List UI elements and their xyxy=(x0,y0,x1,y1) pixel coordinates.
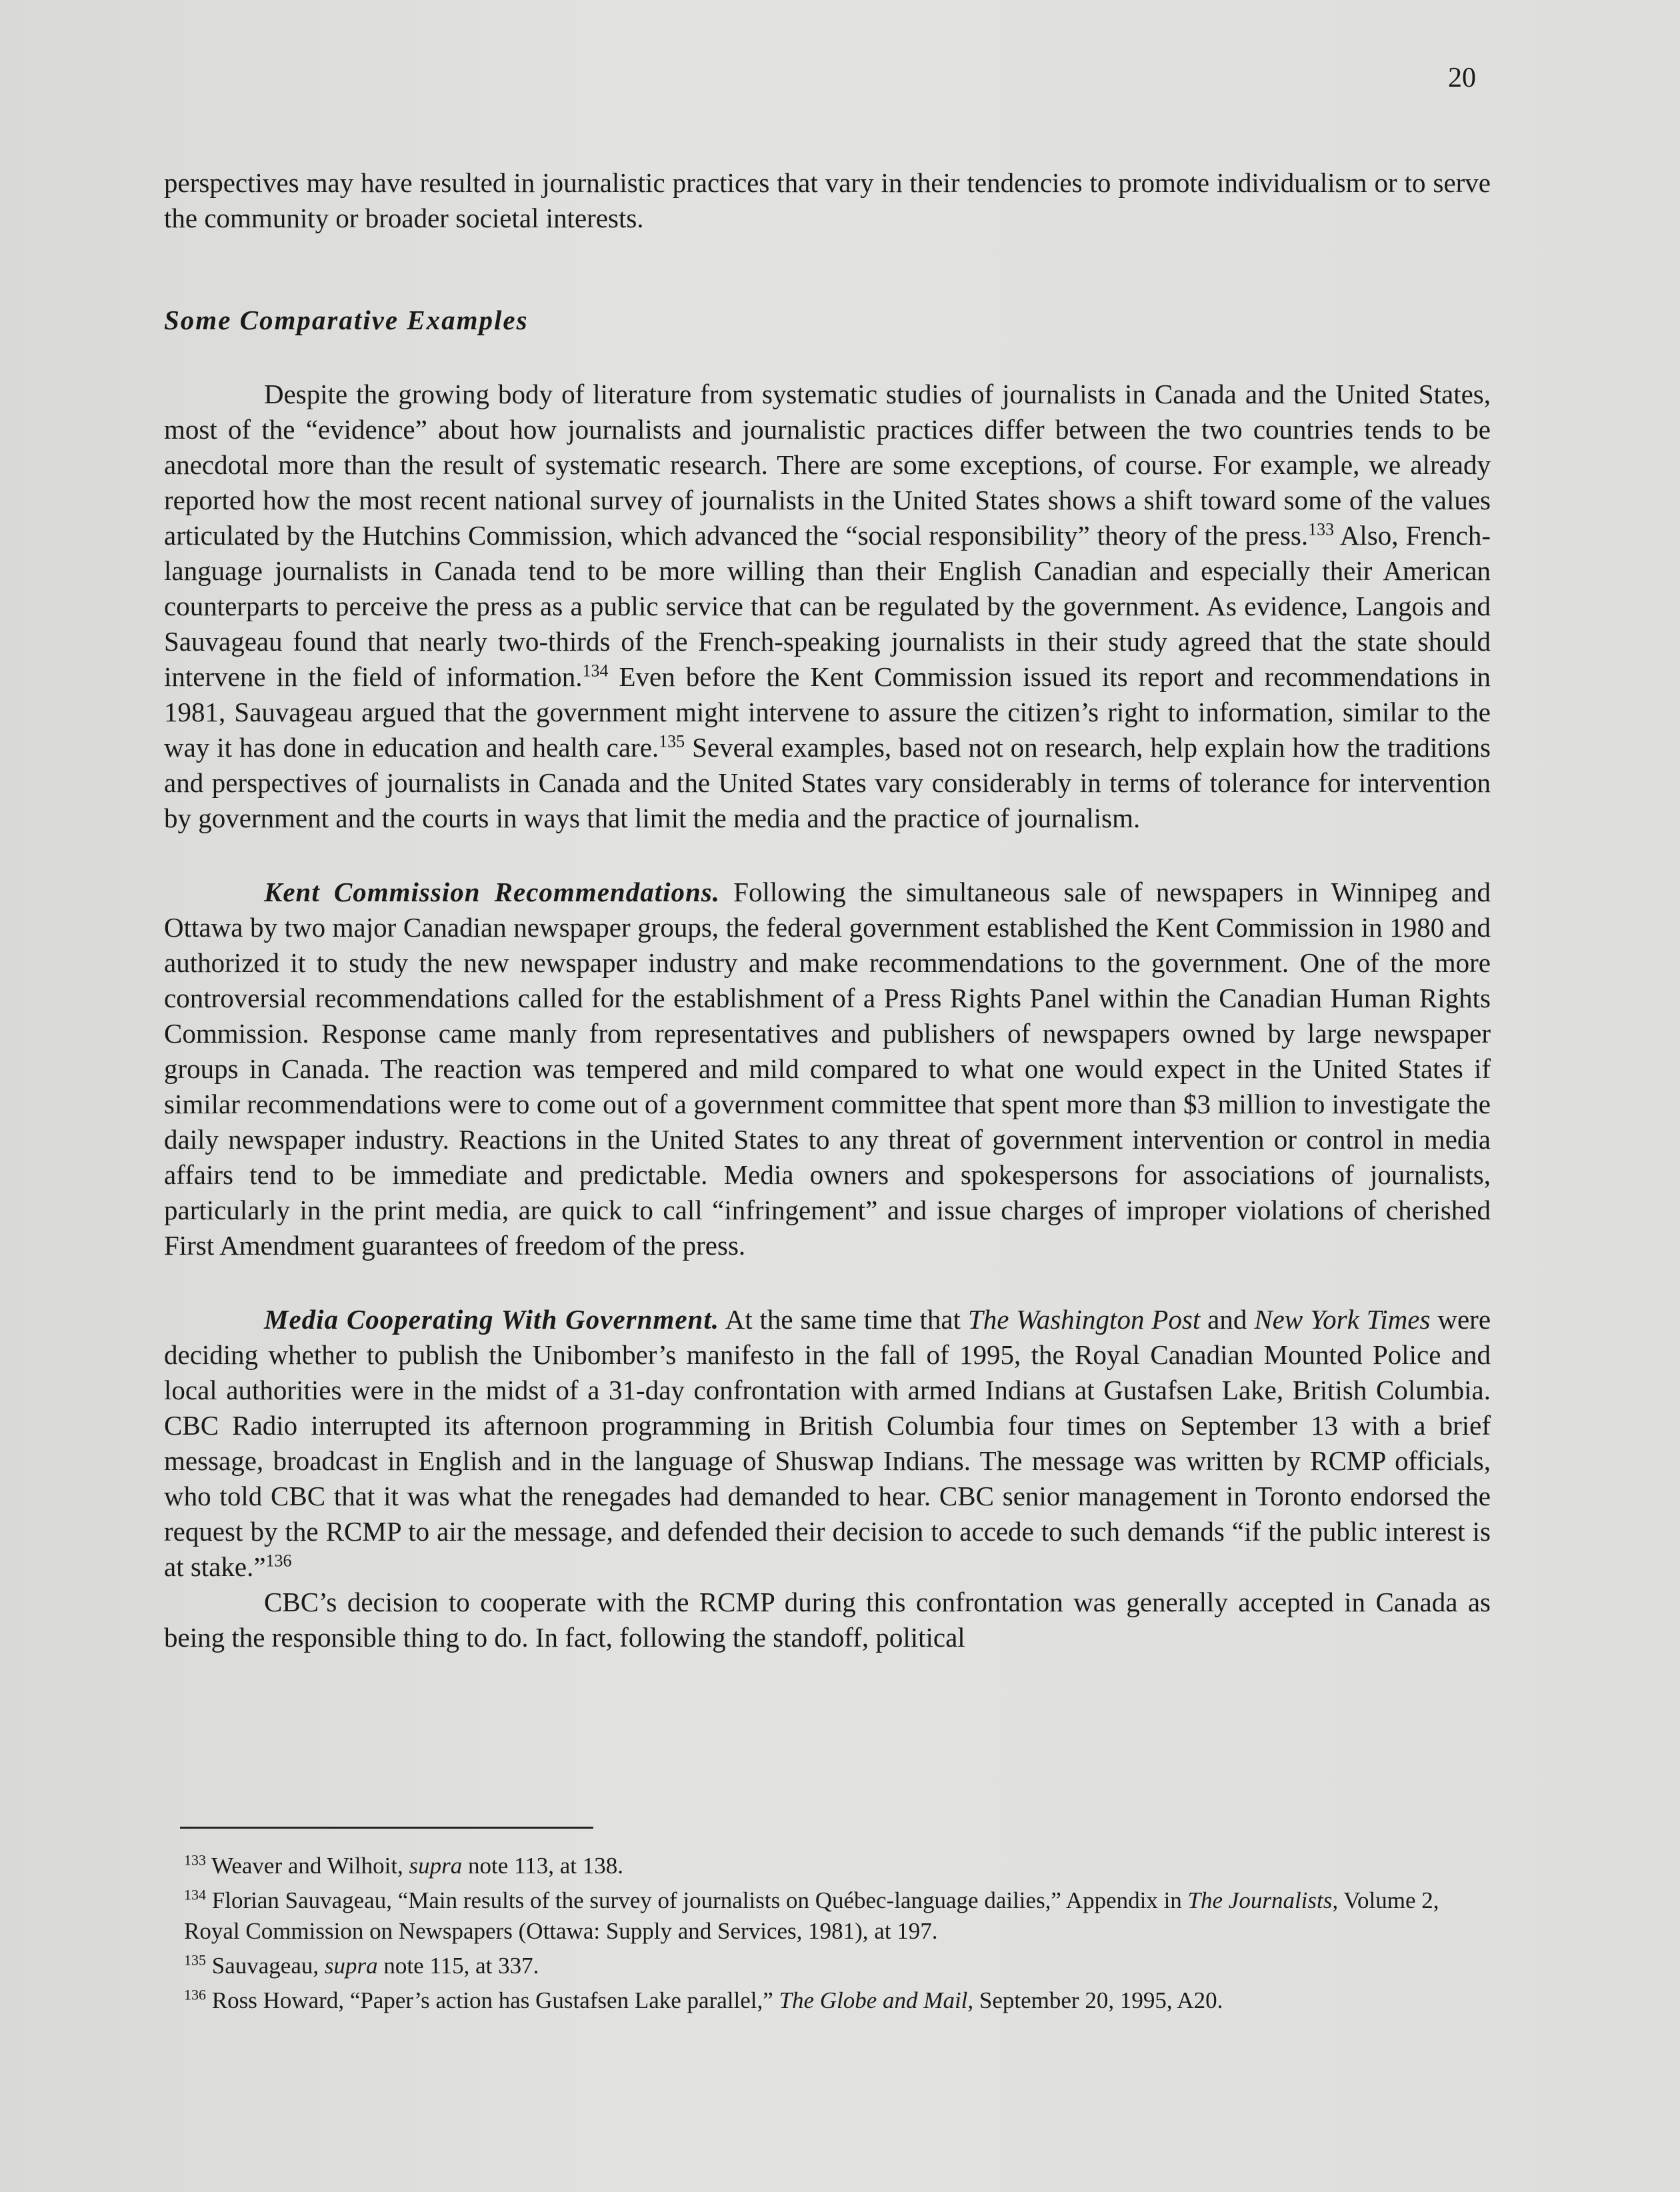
paragraph-despite xyxy=(164,377,1491,836)
footnote-number: 135 xyxy=(184,1951,206,1969)
footnote-ref: 136 xyxy=(265,1551,292,1571)
run-in-heading: Media Cooperating With Government. xyxy=(264,1304,719,1335)
footnote-divider xyxy=(180,1827,593,1829)
section-heading: Some Comparative Examples xyxy=(164,305,529,335)
footnote-number: 133 xyxy=(184,1851,206,1869)
footnote xyxy=(184,1951,1484,1981)
footnote xyxy=(184,1885,1484,1947)
footnote xyxy=(184,1851,1484,1881)
paragraph-text: At the same time that xyxy=(719,1304,968,1335)
paragraph-kent-commission xyxy=(164,875,1491,1263)
footnote-ref: 133 xyxy=(1308,519,1335,539)
footnote-text: Sauvageau, xyxy=(206,1953,325,1979)
paragraph-text: Even before the Kent Commission issued its report and recommendations in 1981, Sauvageau argued that the government might intervene to assure the citizen’s right to information, similar to the way it has done in education and health care. xyxy=(164,661,1491,763)
footnote-text: Ross Howard, “Paper’s action has Gustafsen Lake parallel,” xyxy=(206,1987,779,2013)
footnote-text: September 20, 1995, A20. xyxy=(973,1987,1223,2013)
footnote-number: 136 xyxy=(184,1986,206,2003)
footnote-text: Florian Sauvageau, “Main results of the survey of journalists on Québec-language dailies,” Appendix in xyxy=(206,1887,1188,1913)
footnote-text: note 113, at 138. xyxy=(462,1853,624,1879)
paragraph-cbc-decision: CBC’s decision to cooperate with the RCMP during this confrontation was generally accepted in Canada as being the responsible thing to do. In fact, following the standoff, political xyxy=(164,1587,1491,1653)
publication-title: New York Times xyxy=(1254,1304,1431,1335)
footnote-italic: The Globe and Mail, xyxy=(779,1987,974,2013)
run-in-heading: Kent Commission Recommendations. xyxy=(264,877,720,907)
footnote-italic: The Journalists, xyxy=(1187,1887,1339,1913)
paragraph-text: were deciding whether to publish the Unibomber’s manifesto in the fall of 1995, the Royal Canadian Mounted Police and local authorities were in the midst of a 31-day confrontation with armed Indians at Gustafsen Lake, British Columbia. CBC Radio interrupted its afternoon programming in British Columbia four times on September 13 with a brief message, broadcast in English and in the language of Shuswap Indians. The message was written by RCMP officials, who told CBC that it was what the renegades had demanded to hear. CBC senior management in Toronto endorsed the request by the RCMP to air the message, and defended their decision to accede to such demands “if the public interest is at stake.” xyxy=(164,1304,1491,1582)
paragraph-text: Also, French-language journalists in Canada tend to be more willing than their English Canadian and especially their American counterparts to perceive the press as a public service that can be regulated by the government. As evidence, Langois and Sauvageau found that nearly two-thirds of the French-speaking journalists in their study agreed that the state should intervene in the field of information. xyxy=(164,520,1491,692)
paragraph-text: and xyxy=(1200,1304,1255,1335)
footnote-italic: supra xyxy=(324,1953,378,1979)
paragraph-text: Several examples, based not on research, help explain how the traditions and perspectives of journalists in Canada and the United States vary considerably in terms of tolerance for intervention by government and the courts in ways that limit the media and the practice of journalism. xyxy=(164,732,1491,833)
opening-paragraph: perspectives may have resulted in journalistic practices that vary in their tendencies to promote individualism or to serve the community or broader societal interests. xyxy=(164,167,1491,233)
body-text xyxy=(164,165,1491,1655)
footnote xyxy=(184,1985,1484,2016)
paragraph-media-cooperating xyxy=(164,1302,1491,1585)
footnote-text: note 115, at 337. xyxy=(377,1953,539,1979)
footnote-text: Weaver and Wilhoit, xyxy=(206,1853,409,1879)
paragraph-text: Despite the growing body of literature from systematic studies of journalists in Canada and the United States, most of the “evidence” about how journalists and journalistic practices differ between the two countries tends to be anecdotal more than the result of systematic research. There are some exceptions, of course. For example, we already reported how the most recent national survey of journalists in the United States shows a shift toward some of the values articulated by the Hutchins Commission, which advanced the “social responsibility” theory of the press. xyxy=(164,379,1491,551)
footnote-italic: supra xyxy=(409,1853,463,1879)
footnote-ref: 134 xyxy=(582,661,609,681)
paragraph-text: Following the simultaneous sale of newspapers in Winnipeg and Ottawa by two major Canadian newspaper groups, the federal government established the Kent Commission in 1980 and authorized it to study the new newspaper industry and make recommendations to the government. One of the more controversial recommendations called for the establishment of a Press Rights Panel within the Canadian Human Rights Commission. Response came manly from representatives and publishers of newspapers owned by large newspaper groups in Canada. The reaction was tempered and mild compared to what one would expect in the United States if similar recommendations were to come out of a government committee that spent more than $3 million to investigate the daily newspaper industry. Reactions in the United States to any threat of government intervention or control in media affairs tend to be immediate and predictable. Media owners and spokespersons for associations of journalists, particularly in the print media, are quick to call “infringement” and issue charges of improper violations of cherished First Amendment guarantees of freedom of the press. xyxy=(164,877,1491,1261)
footnotes xyxy=(184,1851,1484,2020)
footnote-text: Volume 2, Royal Commission on Newspapers (Ottawa: Supply and Services, 1981), at 197. xyxy=(184,1887,1439,1944)
publication-title: The Washington Post xyxy=(967,1304,1201,1335)
page-number: 20 xyxy=(1448,63,1476,93)
footnote-ref: 135 xyxy=(659,731,685,751)
footnote-number: 134 xyxy=(184,1886,206,1903)
